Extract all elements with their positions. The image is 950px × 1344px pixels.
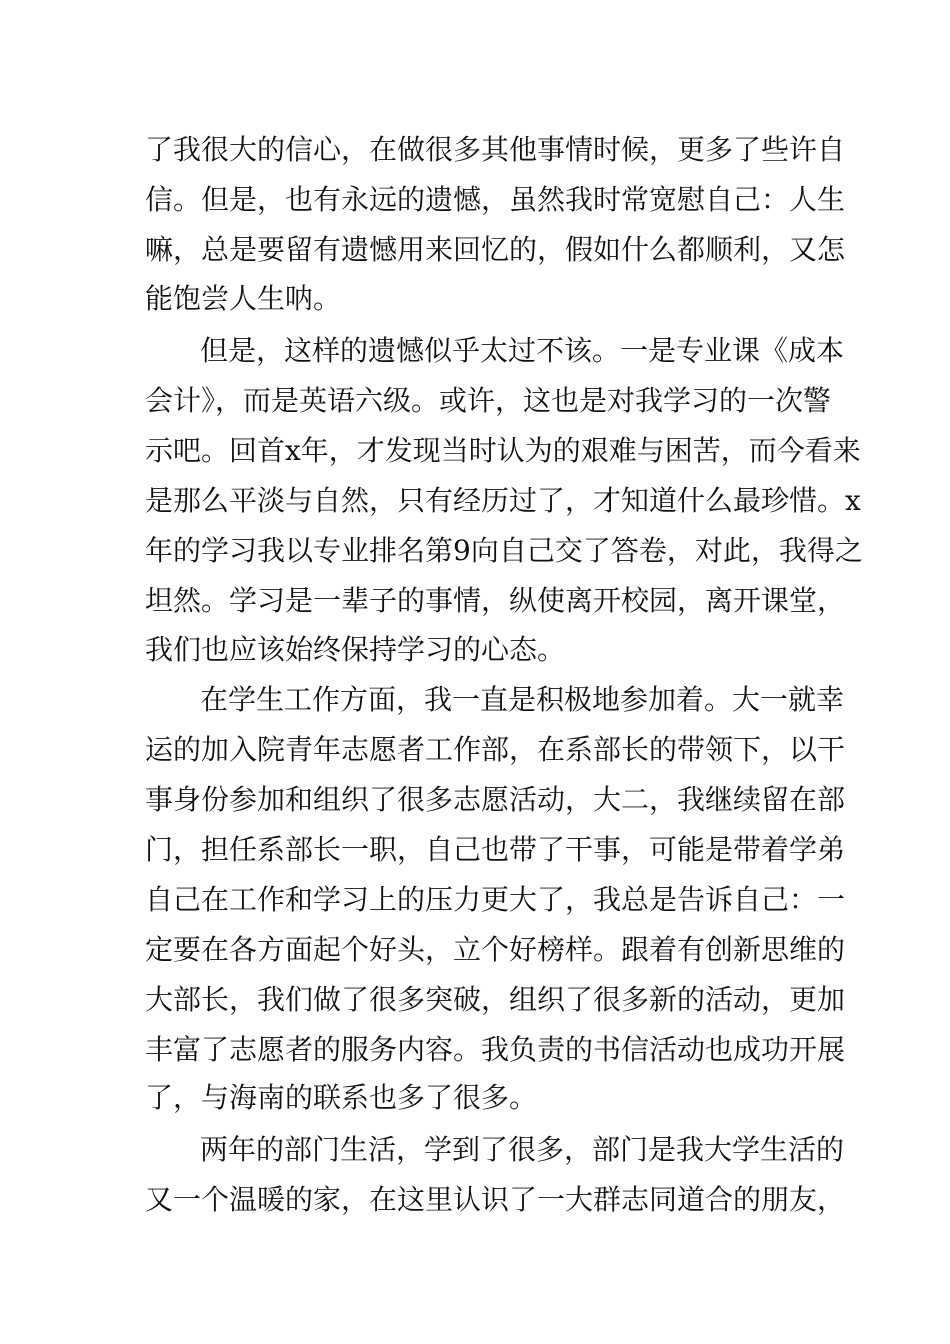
- paragraph-line: 了，与海南的联系也多了很多。: [145, 1081, 538, 1114]
- paragraph-line: 年的学习我以专业排名第9向自己交了答卷，对此，我得之: [145, 534, 863, 567]
- paragraph-line: 了我很大的信心，在做很多其他事情时候，更多了些许自: [145, 133, 846, 166]
- paragraph-line: 门，担任系部长一职，自己也带了干事，可能是带着学弟: [145, 833, 846, 866]
- paragraph-first-line: 在学生工作方面，我一直是积极地参加着。大一就幸: [200, 683, 845, 716]
- paragraph-line: 能饱尝人生呐。: [145, 282, 342, 315]
- paragraph-line: 信。但是，也有永远的遗憾，虽然我时常宽慰自己：人生: [145, 183, 846, 216]
- paragraph-line: 丰富了志愿者的服务内容。我负责的书信活动也成功开展: [145, 1033, 846, 1066]
- paragraph-first-line: 但是，这样的遗憾似乎太过不该。一是专业课《成本: [200, 334, 845, 367]
- paragraph-line: 定要在各方面起个好头，立个好榜样。跟着有创新思维的: [145, 933, 846, 966]
- paragraph-line: 示吧。回首x年，才发现当时认为的艰难与困苦，而今看来: [145, 434, 861, 467]
- paragraph-line: 是那么平淡与自然，只有经历过了，才知道什么最珍惜。x: [145, 484, 861, 517]
- paragraph-line: 我们也应该始终保持学习的心态。: [145, 633, 566, 666]
- paragraph-line: 大部长，我们做了很多突破，组织了很多新的活动，更加: [145, 983, 846, 1016]
- paragraph-line: 自己在工作和学习上的压力更大了，我总是告诉自己：一: [145, 883, 846, 916]
- paragraph-line: 会计》，而是英语六级。或许，这也是对我学习的一次警: [145, 384, 832, 417]
- paragraph-line: 嘛，总是要留有遗憾用来回忆的，假如什么都顺利，又怎: [145, 233, 846, 266]
- paragraph-line: 坦然。学习是一辈子的事情，纵使离开校园，离开课堂，: [145, 584, 846, 617]
- paragraph-line: 运的加入院青年志愿者工作部，在系部长的带领下，以干: [145, 733, 846, 766]
- paragraph-first-line: 两年的部门生活，学到了很多，部门是我大学生活的: [200, 1133, 845, 1166]
- paragraph-line: 事身份参加和组织了很多志愿活动，大二，我继续留在部: [145, 783, 846, 816]
- paragraph-line: 又一个温暖的家，在这里认识了一大群志同道合的朋友，: [145, 1183, 846, 1216]
